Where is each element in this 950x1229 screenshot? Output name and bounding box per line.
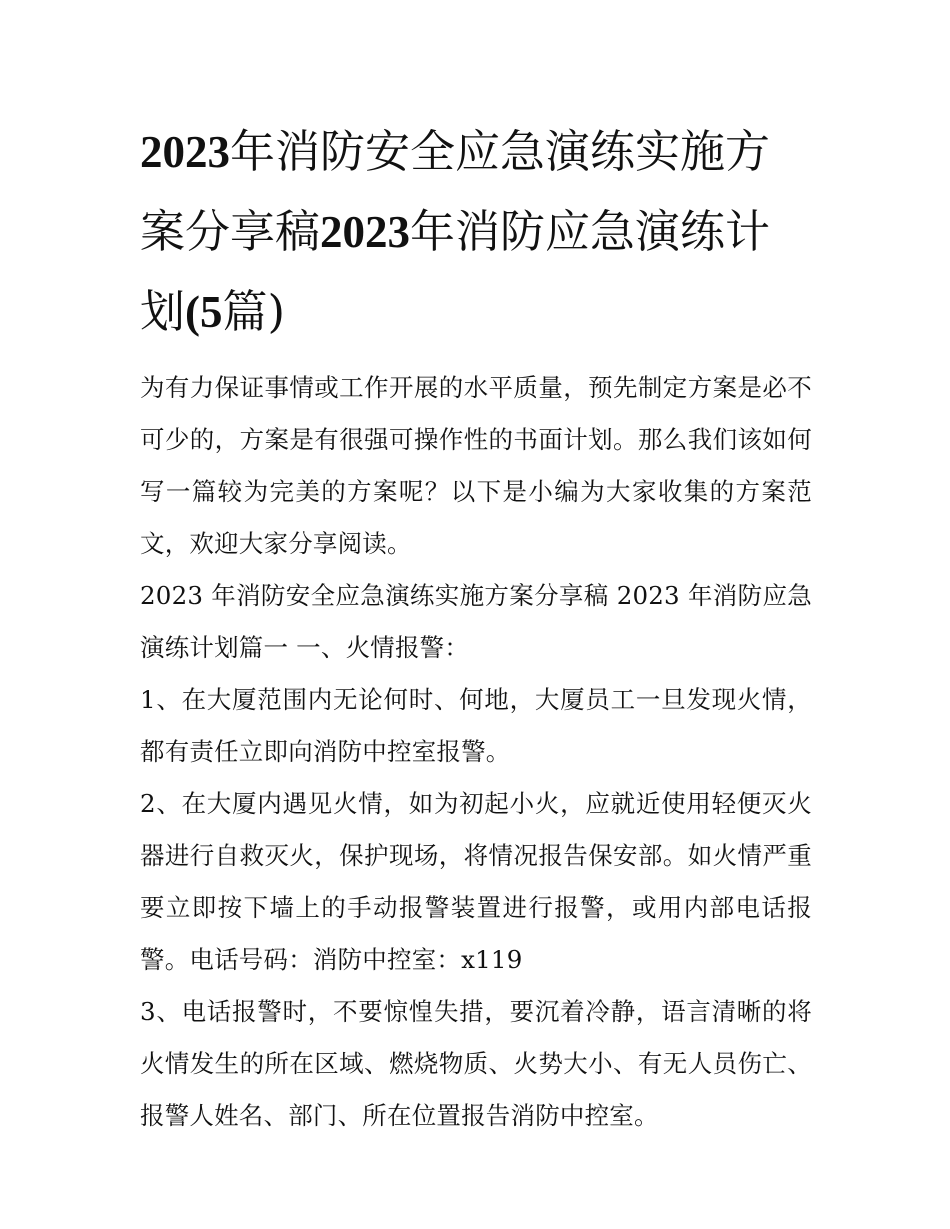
document-content	[140, 112, 812, 1142]
paragraph-section-heading: 2023 年消防安全应急演练实施方案分享稿 2023 年消防应急演练计划篇一 一、火情报警：	[140, 581, 812, 662]
paragraph-intro: 为有力保证事情或工作开展的水平质量，预先制定方案是必不可少的，方案是有很强可操作性的书面计划。那么我们该如何写一篇较为完美的方案呢？以下是小编为大家收集的方案范文，欢迎大家分享阅读。	[140, 373, 812, 558]
document-title	[140, 112, 812, 352]
paragraph-item-3: 3、电话报警时，不要惊惶失措，要沉着冷静，语言清晰的将火情发生的所在区域、燃烧物质、火势大小、有无人员伤亡、报警人姓名、部门、所在位置报告消防中控室。	[140, 997, 812, 1130]
title-count: (5	[185, 287, 223, 337]
paragraph-item-1: 1、在大厦范围内无论何时、何地，大厦员工一旦发现火情，都有责任立即向消防中控室报警。	[140, 685, 812, 766]
title-segment-2: 年消防应急演练计划	[140, 205, 771, 338]
title-year-2: 2023	[320, 207, 411, 257]
title-year-1: 2023	[140, 127, 230, 177]
paragraph-item-2: 2、在大厦内遇见火情，如为初起小火，应就近使用轻便灭火器进行自救灭火，保护现场，将情况报告保安部。如火情严重要立即按下墙上的手动报警装置进行报警，或用内部电话报警。电话号码：消防中控室：x119	[140, 789, 812, 974]
title-segment-1: 年消防安全应急演练实施方案分享稿	[140, 125, 771, 258]
title-segment-3: 篇)	[222, 285, 286, 338]
